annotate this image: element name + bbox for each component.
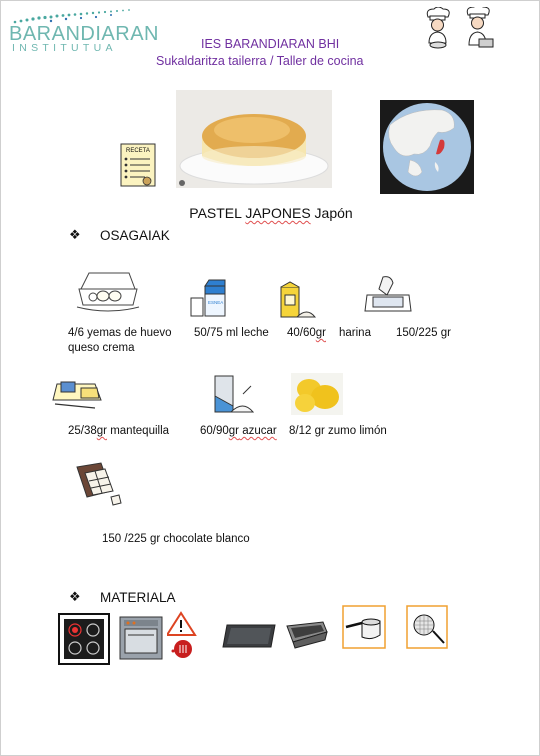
butter-qty: 25/38	[68, 425, 97, 437]
chefs-icon	[421, 7, 501, 53]
butter-name: mantequilla	[107, 425, 170, 437]
recipe-card-label: RECETA	[126, 148, 150, 154]
logo-name: BARANDIARAN	[9, 23, 159, 45]
sugar-unit: gr	[228, 425, 240, 437]
egg-carton-icon	[75, 267, 141, 317]
loaf-pan-icon	[285, 616, 329, 652]
materials-bullet-icon: ❖	[69, 589, 81, 604]
oven-icon	[118, 615, 164, 661]
baking-tray-icon	[221, 619, 277, 653]
sieve-icon	[406, 605, 448, 649]
sugar-bag-icon	[211, 372, 255, 416]
workshop-name: Sukaldaritza tailerra / Taller de cocina	[156, 54, 364, 68]
cream-cheese-icon	[363, 275, 415, 323]
globe-japan-map	[380, 100, 474, 194]
cheese-qty-label: 150/225 gr	[396, 327, 451, 339]
white-chocolate-icon	[71, 461, 125, 509]
lemons-icon	[291, 373, 343, 415]
title-country: Japón	[310, 205, 353, 221]
milk-label: 50/75 ml leche	[194, 327, 269, 339]
lemon-label: 8/12 gr zumo limón	[289, 425, 387, 437]
flour-name: harina	[339, 327, 371, 339]
sugar-label	[200, 425, 277, 437]
butter-icon	[51, 376, 105, 412]
recipe-card-icon	[117, 141, 159, 189]
materials-heading: MATERIALA	[100, 590, 176, 605]
cooktop-icon	[58, 613, 110, 665]
flour-label	[287, 327, 326, 339]
japanese-cake-photo	[176, 90, 332, 188]
sugar-qty: 60/90	[200, 425, 229, 437]
butter-label	[68, 425, 169, 437]
flour-bag-icon	[277, 281, 317, 323]
milk-carton-icon	[189, 278, 231, 320]
cream-cheese-label: queso crema	[68, 342, 135, 354]
saucepan-icon	[342, 605, 386, 649]
ingredients-bullet-icon: ❖	[69, 227, 81, 242]
chocolate-label: 150 /225 gr chocolate blanco	[102, 533, 250, 545]
school-name: IES BARANDIARAN BHI	[201, 37, 340, 51]
flour-qty: 40/60	[287, 327, 316, 339]
flour-unit: gr	[315, 327, 327, 339]
title-word: JAPONES	[245, 205, 311, 221]
sugar-name: azucar	[239, 425, 277, 437]
milk-box-text: ESNEA	[208, 300, 224, 305]
recipe-title	[1, 205, 540, 221]
title-prefix: PASTEL	[189, 205, 246, 221]
butter-unit: gr	[96, 425, 108, 437]
warning-hot-icon	[167, 611, 199, 661]
ingredients-heading: OSAGAIAK	[100, 228, 170, 243]
eggs-label: 4/6 yemas de huevo	[68, 327, 172, 339]
logo-subtitle: INSTITUTUA	[12, 42, 117, 54]
